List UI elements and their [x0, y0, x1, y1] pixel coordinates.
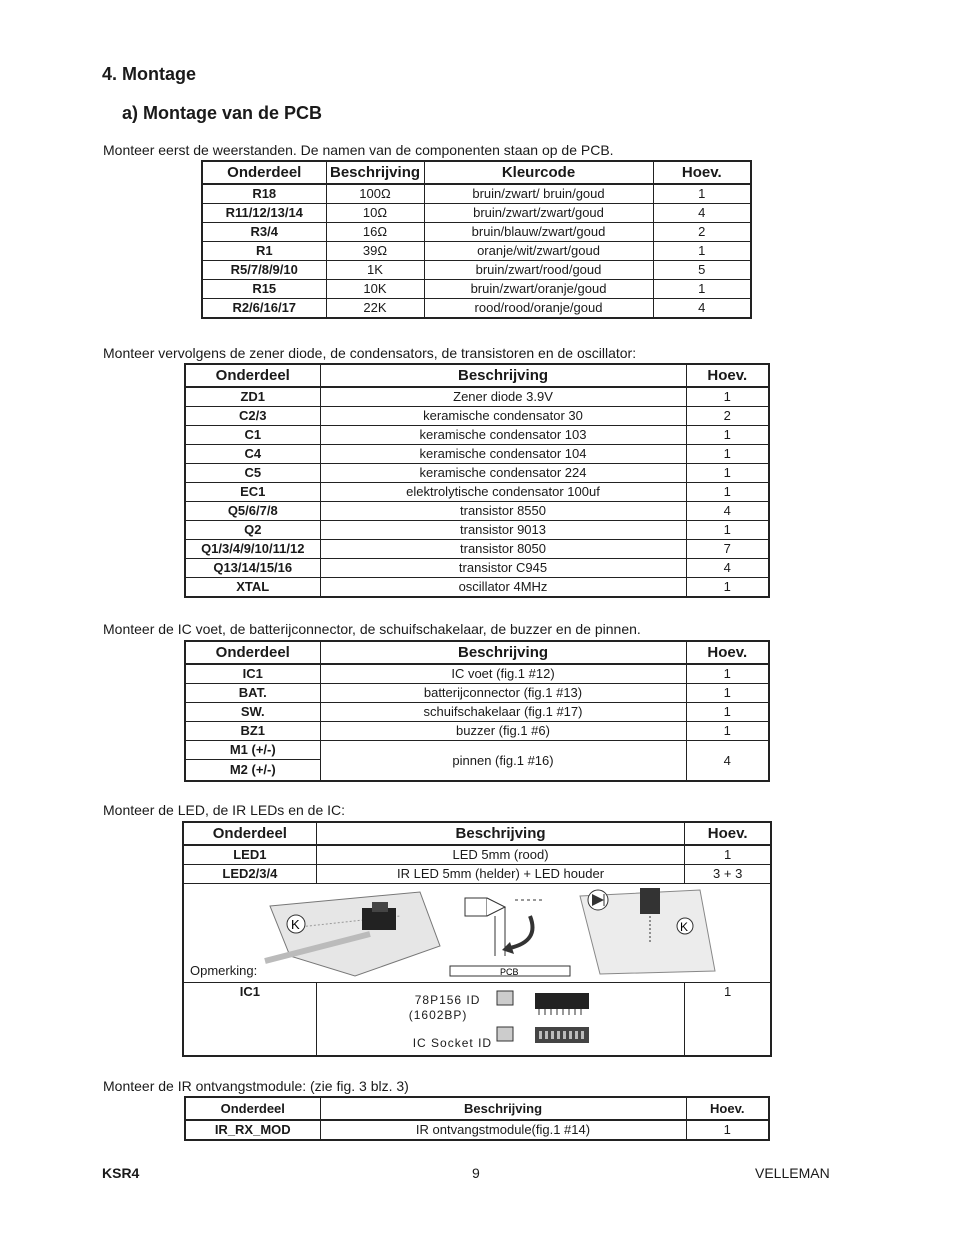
part-qty: 1 [686, 1120, 769, 1140]
part-desc: bruin/blauw/zwart/goud [424, 223, 653, 242]
table-row [185, 387, 769, 407]
part-qty: 2 [686, 407, 769, 426]
table-row [185, 502, 769, 521]
part-qty: 2 [653, 223, 751, 242]
part-desc: schuifschakelaar (fig.1 #17) [320, 703, 686, 722]
col-header: Onderdeel [185, 1097, 320, 1120]
part-desc: IR ontvangstmodule(fig.1 #14) [320, 1120, 686, 1140]
table-row [185, 684, 769, 703]
table-row [202, 184, 751, 204]
table-row [183, 983, 771, 1057]
section-heading: a) Montage van de PCB [122, 103, 323, 123]
ic-chip-illustration [495, 987, 595, 1057]
pcb-label: PCB [500, 967, 519, 977]
part-desc: 39Ω [326, 242, 424, 261]
ic-illustration-cell [316, 983, 685, 1057]
part-name: R2/6/16/17 [202, 299, 326, 319]
part-desc: bruin/zwart/ bruin/goud [424, 184, 653, 204]
part-desc: LED 5mm (rood) [316, 845, 685, 865]
part-desc: oscillator 4MHz [320, 578, 686, 598]
part-desc: keramische condensator 104 [320, 445, 686, 464]
k-label-right: K [680, 920, 689, 934]
col-header: Onderdeel [185, 641, 320, 664]
part-name: M2 (+/-) [185, 760, 320, 782]
col-header: Beschrijving [326, 161, 424, 184]
ir-intro: Monteer de IR ontvangstmodule: (zie fig. 3 blz. 3) [103, 1078, 409, 1094]
part-name: C5 [185, 464, 320, 483]
table-row [185, 722, 769, 741]
part-name: R11/12/13/14 [202, 204, 326, 223]
k-label: K [291, 917, 300, 932]
part-qty: 7 [686, 540, 769, 559]
part-desc: Zener diode 3.9V [320, 387, 686, 407]
notch-detail-icon [497, 991, 513, 1005]
table-row [202, 204, 751, 223]
part-desc: keramische condensator 103 [320, 426, 686, 445]
part-qty: 1 [686, 483, 769, 502]
part-name: R5/7/8/9/10 [202, 261, 326, 280]
resistor-intro: Monteer eerst de weerstanden. De namen van de componenten staan op de PCB. [103, 142, 614, 158]
part-name: BZ1 [185, 722, 320, 741]
table-row [185, 741, 769, 760]
table-row [185, 703, 769, 722]
socket-notch-icon [497, 1027, 513, 1041]
part-qty: 4 [653, 204, 751, 223]
part-qty: 1 [685, 983, 771, 1057]
table-row [185, 559, 769, 578]
part-name: Q5/6/7/8 [185, 502, 320, 521]
part-desc: transistor 8050 [320, 540, 686, 559]
led-side-icon [465, 898, 487, 916]
part-qty: 1 [686, 521, 769, 540]
led-intro: Monteer de LED, de IR LEDs en de IC: [103, 802, 346, 818]
part-desc: pinnen (fig.1 #16) [320, 741, 686, 782]
col-header: Hoev. [686, 641, 769, 664]
part-desc: bruin/zwart/rood/goud [424, 261, 653, 280]
table-row [202, 223, 751, 242]
connector-intro: Monteer de IC voet, de batterijconnector, de schuifschakelaar, de buzzer en de pinnen. [103, 621, 641, 637]
part-name: R1 [202, 242, 326, 261]
table-row [202, 261, 751, 280]
part-desc: 1K [326, 261, 424, 280]
part-qty: 1 [686, 684, 769, 703]
part-desc: batterijconnector (fig.1 #13) [320, 684, 686, 703]
col-header: Beschrijving [320, 364, 686, 387]
part-desc: transistor C945 [320, 559, 686, 578]
bend-arrow-icon [510, 916, 533, 948]
col-header: Hoev. [686, 1097, 769, 1120]
part-desc: 10Ω [326, 204, 424, 223]
part-desc: IR LED 5mm (helder) + LED houder [316, 865, 685, 884]
part-desc: bruin/zwart/oranje/goud [424, 280, 653, 299]
part-name: C4 [185, 445, 320, 464]
part-name: LED1 [183, 845, 316, 865]
ir-led-holder-icon [640, 888, 660, 914]
table-row [183, 865, 771, 884]
led-mounting-illustration [260, 886, 770, 980]
part-qty: 3 + 3 [685, 865, 771, 884]
part-desc: 100Ω [326, 184, 424, 204]
part-name: C1 [185, 426, 320, 445]
remark-cell [183, 884, 771, 983]
part-qty: 1 [685, 845, 771, 865]
part-name: IC1 [185, 664, 320, 684]
remark-label: Opmerking: [190, 963, 258, 978]
part-desc: keramische condensator 224 [320, 464, 686, 483]
col-header: Hoev. [653, 161, 751, 184]
part-desc: 10K [326, 280, 424, 299]
chip-label: 78P156 ID [414, 993, 481, 1007]
part-qty: 1 [686, 464, 769, 483]
col-header: Hoev. [685, 822, 771, 845]
part-name: XTAL [185, 578, 320, 598]
part-name: C2/3 [185, 407, 320, 426]
table-row [183, 845, 771, 865]
footer-page-number: 9 [472, 1165, 480, 1181]
part-desc: bruin/zwart/zwart/goud [424, 204, 653, 223]
part-qty: 4 [653, 299, 751, 319]
part-qty: 4 [686, 502, 769, 521]
part-name: SW. [185, 703, 320, 722]
component-table [184, 363, 770, 598]
part-name: Q2 [185, 521, 320, 540]
part-qty: 1 [686, 664, 769, 684]
table-row [185, 445, 769, 464]
connector-table [184, 640, 770, 782]
table-row [185, 1120, 769, 1140]
part-qty: 1 [686, 445, 769, 464]
table-row [185, 664, 769, 684]
table-row [185, 426, 769, 445]
part-qty: 1 [653, 184, 751, 204]
part-desc: rood/rood/oranje/goud [424, 299, 653, 319]
part-qty: 1 [686, 387, 769, 407]
part-desc: 22K [326, 299, 424, 319]
table-row [185, 521, 769, 540]
table-row [202, 242, 751, 261]
part-name: M1 (+/-) [185, 741, 320, 760]
col-header: Beschrijving [320, 641, 686, 664]
part-name: IC1 [183, 983, 316, 1057]
part-desc: buzzer (fig.1 #6) [320, 722, 686, 741]
part-qty: 1 [653, 280, 751, 299]
table-row [202, 280, 751, 299]
part-name: R3/4 [202, 223, 326, 242]
ic-socket-icon [535, 1027, 589, 1043]
part-name: ZD1 [185, 387, 320, 407]
col-header: Onderdeel [185, 364, 320, 387]
part-name: BAT. [185, 684, 320, 703]
part-desc: transistor 9013 [320, 521, 686, 540]
part-desc: oranje/wit/zwart/goud [424, 242, 653, 261]
page-heading: 4. Montage [102, 64, 197, 84]
table-row [202, 299, 751, 319]
part-qty: 1 [686, 703, 769, 722]
led-table [182, 821, 772, 1057]
component-intro: Monteer vervolgens de zener diode, de condensators, de transistoren en de oscillator: [103, 345, 637, 361]
table-row [185, 407, 769, 426]
remark-row [183, 884, 771, 983]
ir-table [184, 1096, 770, 1141]
table-row [185, 540, 769, 559]
footer-left: KSR4 [102, 1165, 140, 1181]
part-name: EC1 [185, 483, 320, 502]
ic-chip-icon [535, 993, 589, 1009]
resistor-table [201, 160, 752, 319]
col-header: Beschrijving [316, 822, 685, 845]
part-qty: 1 [686, 722, 769, 741]
part-qty: 1 [686, 578, 769, 598]
part-name: R18 [202, 184, 326, 204]
table-row [185, 483, 769, 502]
part-desc: IC voet (fig.1 #12) [320, 664, 686, 684]
part-qty: 5 [653, 261, 751, 280]
part-qty: 4 [686, 741, 769, 782]
part-name: Q13/14/15/16 [185, 559, 320, 578]
socket-label: IC Socket ID [412, 1036, 493, 1050]
part-desc: 16Ω [326, 223, 424, 242]
col-header: Onderdeel [183, 822, 316, 845]
col-header: Beschrijving [320, 1097, 686, 1120]
part-name: IR_RX_MOD [185, 1120, 320, 1140]
table-row [185, 464, 769, 483]
part-name: LED2/3/4 [183, 865, 316, 884]
col-header: Kleurcode [424, 161, 653, 184]
part-qty: 1 [686, 426, 769, 445]
table-row [185, 578, 769, 598]
col-header: Hoev. [686, 364, 769, 387]
part-qty: 1 [653, 242, 751, 261]
part-qty: 4 [686, 559, 769, 578]
part-name: R15 [202, 280, 326, 299]
chip-sublabel: (1602BP) [408, 1008, 468, 1022]
footer-right: VELLEMAN [755, 1165, 830, 1181]
col-header: Onderdeel [202, 161, 326, 184]
part-name: Q1/3/4/9/10/11/12 [185, 540, 320, 559]
part-desc: keramische condensator 30 [320, 407, 686, 426]
part-desc: transistor 8550 [320, 502, 686, 521]
part-desc: elektrolytische condensator 100uf [320, 483, 686, 502]
